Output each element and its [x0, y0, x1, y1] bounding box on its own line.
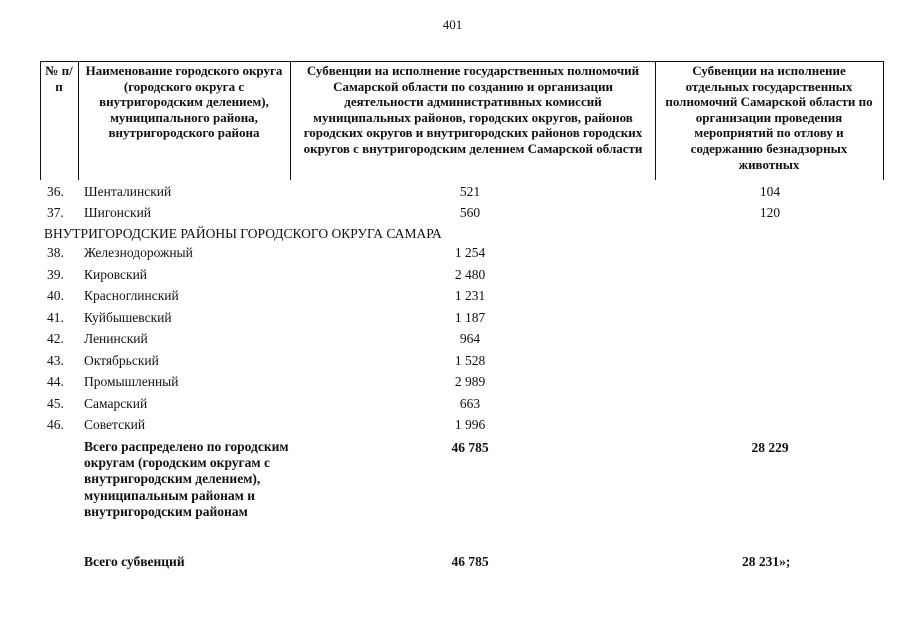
total-col2: 28 231»; — [742, 554, 791, 569]
row-value-col1: 1 231 — [454, 288, 486, 303]
header-num: № п/п — [45, 63, 73, 94]
row-value-col1: 1 254 — [454, 245, 486, 260]
row-number: 43. — [47, 353, 64, 368]
total-label: Всего субвенций — [84, 554, 185, 569]
row-number: 44. — [47, 374, 64, 389]
page-number: 401 — [442, 17, 463, 32]
row-name: Октябрьский — [84, 353, 159, 368]
row-name: Самарский — [84, 396, 148, 411]
row-value-col1: 521 — [459, 184, 481, 199]
row-name: Куйбышевский — [84, 310, 172, 325]
total-distributed-col1: 46 785 — [451, 440, 489, 455]
section-title: ВНУТРИГОРОДСКИЕ РАЙОНЫ ГОРОДСКОГО ОКРУГА САМАРА — [44, 226, 442, 241]
header-col2: Субвенции на исполнение отдельных государственных полномочий Самарской области по организации проведения мероприятий по отлову и содержанию безнадзорных животных — [665, 63, 873, 172]
row-number: 40. — [47, 288, 64, 303]
row-value-col1: 1 528 — [454, 353, 486, 368]
total-col1: 46 785 — [451, 554, 489, 569]
row-name: Советский — [84, 417, 146, 432]
row-number: 36. — [47, 184, 64, 199]
row-value-col1: 663 — [459, 396, 481, 411]
row-number: 38. — [47, 245, 64, 260]
header-name: Наименование городского округа (городского округа с внутригородским делением), муниципального района, внутригородского района — [85, 63, 283, 141]
total-distributed-label: Всего распределено по городским округам (городским округам с внутригородским делением), муниципальным районам и внутригородским районам — [84, 439, 289, 519]
row-number: 46. — [47, 417, 64, 432]
row-name: Шенталинский — [84, 184, 172, 199]
row-number: 45. — [47, 396, 64, 411]
row-number: 37. — [47, 205, 64, 220]
header-right-border — [883, 61, 884, 180]
row-value-col1: 2 480 — [454, 267, 486, 282]
row-name: Шигонский — [84, 205, 152, 220]
row-number: 41. — [47, 310, 64, 325]
row-name: Промышленный — [84, 374, 179, 389]
row-number: 39. — [47, 267, 64, 282]
row-value-col1: 1 996 — [454, 417, 486, 432]
row-name: Железнодорожный — [84, 245, 193, 260]
row-name: Красноглинский — [84, 288, 179, 303]
header-col1: Субвенции на исполнение государственных полномочий Самарской области по созданию и организации деятельности административных комиссий муниципальных районов, городских округов, районов городских округов и внутригородских районов городских округов с внутригородским делением Самарской области — [303, 63, 643, 156]
row-number: 42. — [47, 331, 64, 346]
row-value-col2: 120 — [759, 205, 781, 220]
row-name: Кировский — [84, 267, 148, 282]
row-value-col1: 2 989 — [454, 374, 486, 389]
row-value-col1: 560 — [459, 205, 481, 220]
row-value-col1: 1 187 — [454, 310, 486, 325]
row-value-col2: 104 — [759, 184, 781, 199]
total-distributed-col2: 28 229 — [751, 440, 789, 455]
row-value-col1: 964 — [459, 331, 481, 346]
row-name: Ленинский — [84, 331, 148, 346]
